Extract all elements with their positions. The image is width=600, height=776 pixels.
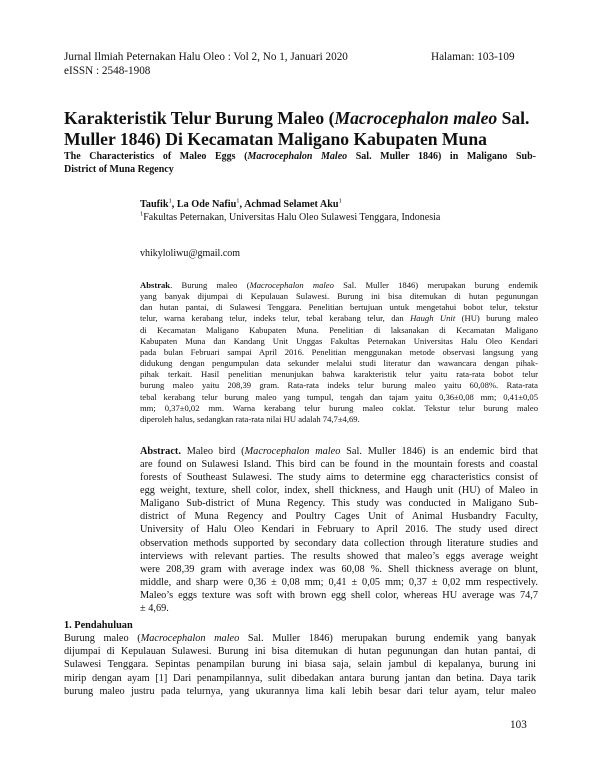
eissn: eISSN : 2548-1908 (64, 65, 151, 77)
abstract-text: Maleo bird (Macrocephalon maleo Sal. Muller 1846) is an endemic bird that (180, 446, 538, 457)
journal-info: Jurnal Ilmiah Peternakan Halu Oleo : Vol 2, No 1, Januari 2020 (64, 51, 348, 63)
abstrak-line: didukung dengan pengumpulan data sekunder melalui studi literatur dan wawancara dengan pihak- (140, 358, 538, 369)
body-line: Burung maleo (Macrocephalon maleo Sal. Muller 1846) merupakan burung endemik yang banyak (64, 633, 536, 644)
title-text: Sal. (497, 108, 530, 128)
title-line-2: Muller 1846) Di Kecamatan Maligano Kabupaten Muna (64, 129, 487, 149)
affiliation (140, 211, 440, 224)
abstract-line: interviews with relevant parties. The results showed that maleo’s eggs average weight (140, 550, 538, 562)
author-sup: 1 (236, 197, 240, 205)
affiliation-sup: 1 (140, 210, 144, 218)
abstrak-line: pada bulan Februari sampai April 2016. Penelitian menggunakan metode observasi langsung yang (140, 346, 538, 357)
title-line-1 (64, 108, 544, 129)
abstrak-line: burung maleo yaitu 208,39 gram. Rata-rata indeks telur burung maleo yaitu 60,08%. Rata-rata (140, 380, 538, 391)
email: vhikyloliwu@gmail.com (140, 248, 241, 259)
abstract-line: egg weight, texture, shell color, index, shell thickness, and Haugh unit (HU) of Maleo in (140, 485, 538, 497)
abstract-line: observation methods supported by secondary data collection through literature studies and (140, 537, 538, 549)
affiliation-text: Fakultas Peternakan, Universitas Halu Oleo Sulawesi Tenggara, Indonesia (143, 212, 441, 223)
section-heading-text: 1. Pendahuluan (64, 620, 133, 631)
abstract-line: were 208,39 gram with average index was 60,08 %. Shell thickness average on blunt, (140, 563, 538, 575)
abstract-line: Maleo’s eggs texture was soft with brown egg shell color, whereas HU average was 74,7 (140, 589, 538, 601)
paper-subtitle (64, 151, 536, 176)
subtitle-species: Macrocephalon Maleo (247, 151, 348, 162)
title-species: Macrocephalon maleo (334, 108, 498, 128)
abstrak-line: pihak terkait. Hasil penelitian menunjukan bahwa karakteristik telur yaitu rata-rata bobot telur (140, 369, 538, 380)
abstract-block (140, 445, 538, 615)
body-line: dijumpai di Kepulauan Sulawesi. Burung ini bisa ditemukan di hutan pegunungan dan hutan pantai, di (64, 646, 536, 658)
abstrak-line: Kabupaten Muna dan Kandang Unit Unggas Fakultas Peternakan Universitas Halu Oleo Kendari (140, 335, 538, 346)
abstract-line: middle, and sharp were 0,36 ± 0,08 mm; 0,41 ± 0,05 mm; 0,37 ± 0,02 mm respectively. (140, 576, 538, 588)
abstract-line (140, 445, 538, 458)
author-name: , La Ode Nafiu (171, 199, 237, 210)
abstract-line: ± 4,69. (140, 602, 169, 614)
abstrak-label: Abstrak (140, 280, 171, 290)
abstrak-line: diperoleh halus, sedangkan rata-rata nilai HU adalah 74,7±4,69. (140, 413, 360, 424)
abstrak-line: yang banyak dijumpai di Kepulauan Sulawesi. Burung ini bisa ditemukan di hutan pegunungan (140, 291, 538, 302)
subtitle-line-1 (64, 151, 536, 164)
paper-title (64, 108, 544, 150)
subtitle-text: The Characteristics of Maleo Eggs ( (64, 151, 248, 162)
subtitle-line-2: District of Muna Regency (64, 163, 174, 175)
abstrak-line: tebal kerabang telur burung maleo yang tumpul, tengah dan tajam yaitu 0,36±0,08 mm; 0,41±0,05 (140, 391, 538, 402)
page-range: Halaman: 103-109 (431, 51, 515, 63)
abstrak-line: mm; 0,37±0,02 mm. Warna kerabang telur burung maleo coklat. Tekstur telur burung maleo (140, 402, 538, 413)
abstract-line: University of Halu Oleo Kendari in February to April 2016. The study used direct (140, 524, 538, 536)
body-line: Sulawesi Tenggara. Sepintas penampilan burung ini biasa saja, selain jambul di kepalanya, burung ini (64, 659, 536, 671)
title-text: Karakteristik Telur Burung Maleo ( (64, 108, 335, 128)
abstract-line: forests of Southeast Sulawesi. The study aims to determine egg characteristics consist of (140, 472, 538, 484)
abstract-line: are found on Sulawesi Island. This bird can be found in the mountain forests and coastal (140, 459, 538, 471)
page-number: 103 (510, 719, 527, 731)
abstrak-block (140, 280, 538, 425)
body-line: mirip dengan ayam [1] Dari penampilannya, sulit dibedakan antara burung jantan dan betina. Daya tarik (64, 672, 536, 684)
author-name: , Achmad Selamet Aku (239, 199, 339, 210)
abstrak-line (140, 280, 538, 291)
abstrak-line: di Kecamatan Maligano Kabupaten Muna. Penelitian di laksanakan di Kecamatan Maligano (140, 324, 538, 335)
abstract-line: district of Muna Regency and Poultry Cages Unit of Animal Husbandry Faculty, (140, 511, 538, 523)
abstrak-line: dan hutan pantai, di Sulawesi Tenggara. Penelitian bertujuan untuk mengetahui bobot telur, tekstur (140, 302, 538, 313)
abstract-label: Abstract. (140, 446, 181, 457)
section-body (64, 632, 536, 698)
abstrak-line: telur, warna kerabang telur, indeks telur, tebal kerabang telur, dan Haugh Unit (HU) burung maleo (140, 313, 538, 324)
abstract-line: Maligano Sub-district of Muna Regency. This study was conducted in Maligano Sub- (140, 498, 538, 510)
abstrak-text: . Burung maleo (Macrocephalon maleo Sal. Muller 1846) merupakan burung endemik (170, 280, 538, 290)
author-list (140, 198, 342, 211)
section-heading (64, 619, 133, 632)
author-name: Taufik (140, 199, 169, 210)
body-line: burung maleo justru pada telurnya, yang ukurannya lima kali lebih besar dari telur ayam, telur maleo (64, 685, 536, 697)
subtitle-text: Sal. Muller 1846) in Maligano Sub- (347, 151, 536, 162)
author-sup: 1 (338, 197, 342, 205)
author-sup: 1 (168, 197, 172, 205)
